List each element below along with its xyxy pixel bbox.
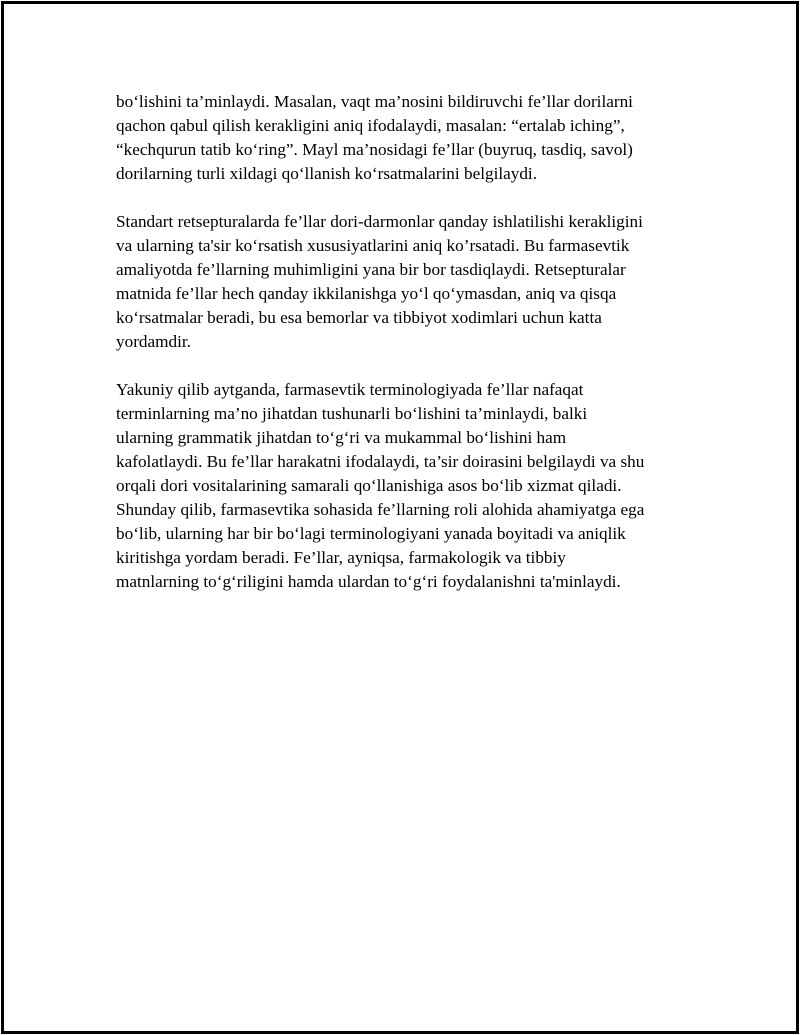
paragraph-1: bo‘lishini ta’minlaydi. Masalan, vaqt ma’nosini bildiruvchi fe’llar dorilarni qachon qabul qilish kerakligini aniq ifodalaydi, masalan: “ertalab iching”, “kechqurun tatib ko‘ring”. Mayl ma’nosidagi fe’llar (buyruq, tasdiq, savol) dorilarning turli xildagi qo‘llanish ko‘rsatmalarini belgilaydi.: [116, 92, 633, 183]
paragraph-2: Standart retsepturalarda fe’llar dori-darmonlar qanday ishlatilishi kerakligini va ularning ta'sir ko‘rsatish xususiyatlarini aniq ko’rsatadi. Bu farmasevtik amaliyotda fe’llarning muhimligini yana bir bor tasdiqlaydi. Retsepturalar matnida fe’llar hech qanday ikkilanishga yo‘l qo‘ymasdan, aniq va qisqa ko‘rsatmalar beradi, bu esa bemorlar va tibbiyot xodimlari uchun katta yordamdir.: [116, 212, 643, 351]
document-body: [116, 90, 696, 594]
paragraph-3: Yakuniy qilib aytganda, farmasevtik terminologiyada fe’llar nafaqat terminlarning ma’no jihatdan tushunarli bo‘lishini ta’minlaydi, balki ularning grammatik jihatdan to‘g‘ri va mukammal bo‘lishini ham kafolatlaydi. Bu fe’llar harakatni ifodalaydi, ta’sir doirasini belgilaydi va shu orqali dori vositalarining samarali qo‘llanishiga asos bo‘lib xizmat qiladi. Shunday qilib, farmasevtika sohasida fe’llarning roli alohida ahamiyatga ega bo‘lib, ularning har bir bo‘lagi terminologiyani yanada boyitadi va aniqlik kiritishga yordam beradi. Fe’llar, ayniqsa, farmakologik va tibbiy matnlarning to‘g‘riligini hamda ulardan to‘g‘ri foydalanishni ta'minlaydi.: [116, 380, 645, 591]
